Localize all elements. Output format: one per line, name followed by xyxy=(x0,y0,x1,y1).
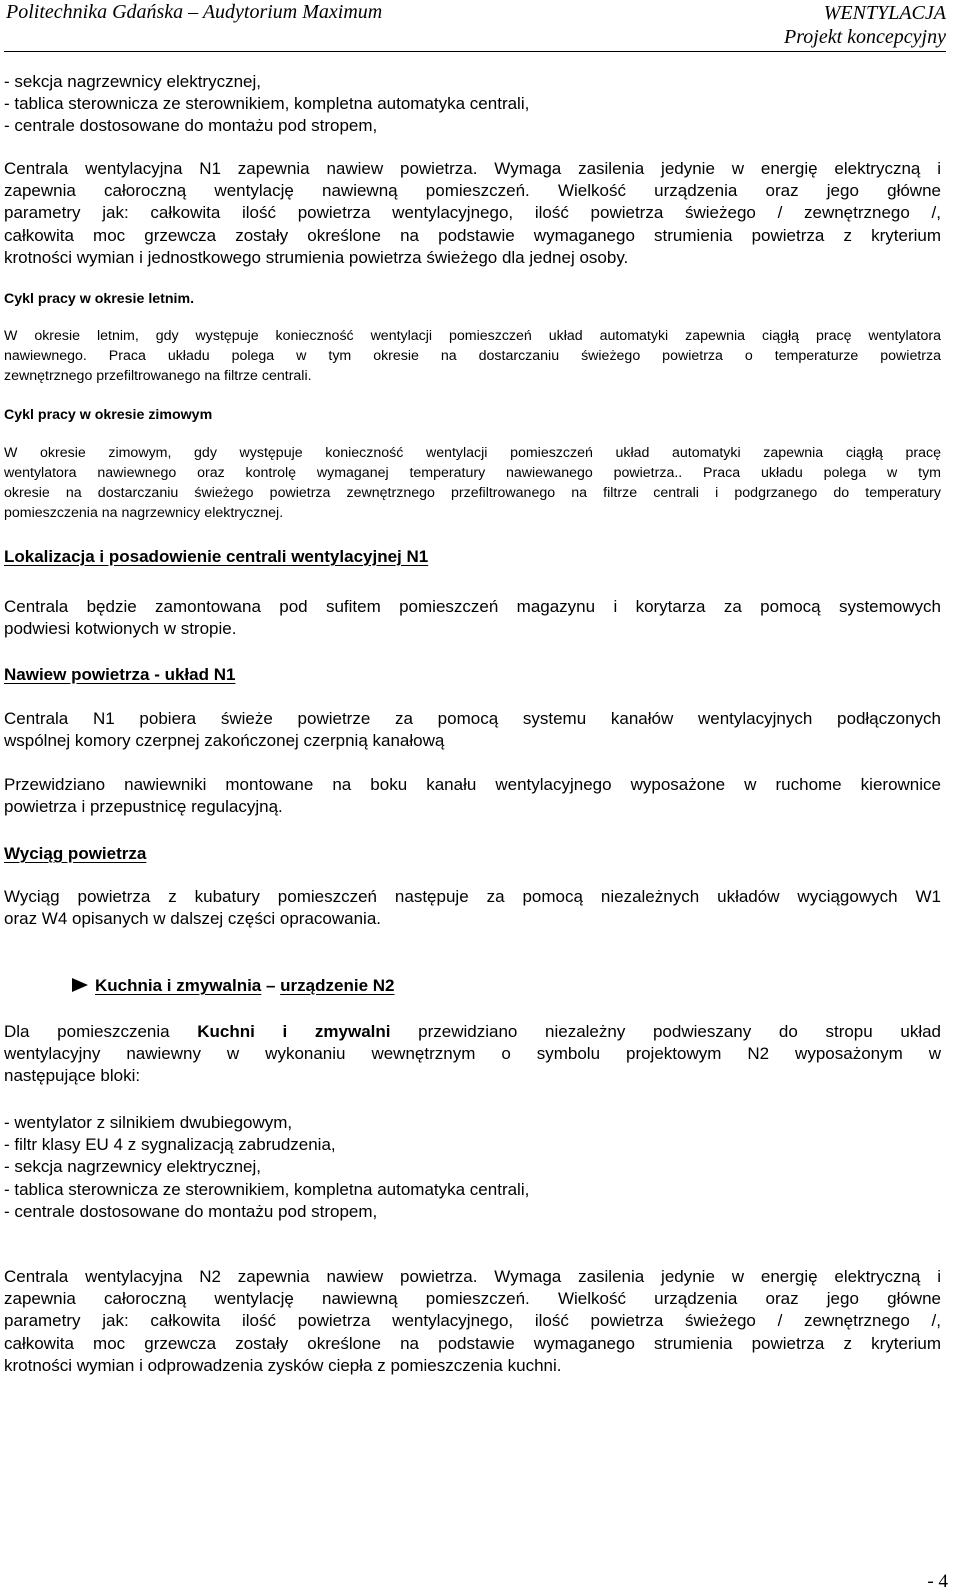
paragraph-line: nawiewnego. Praca układu polega w tym okresie na dostarczaniu świeżego powietrza o temperaturze powietrza xyxy=(4,348,941,364)
paragraph-line: powietrza i przepustnicę regulacyjną. xyxy=(4,797,283,817)
list-item: - centrale dostosowane do montażu pod stropem, xyxy=(4,1201,378,1221)
kitchen-heading-part1: Kuchnia i zmywalnia xyxy=(95,976,262,995)
paragraph-line: wentylatora nawiewnego oraz kontrolę wymaganej temperatury nawiewanego powietrza.. Praca układu polega w tym xyxy=(4,465,941,481)
header-institution: Politechnika Gdańska – Audytorium Maximum xyxy=(6,1,383,23)
paragraph-line: krotności wymian i odprowadzenia zysków ciepła z pomieszczenia kuchni. xyxy=(4,1355,562,1375)
top-equipment-list xyxy=(4,71,941,138)
paragraph-line: następujące bloki: xyxy=(4,1066,141,1086)
paragraph-line xyxy=(4,1021,941,1043)
list-item: - sekcja nagrzewnicy elektrycznej, xyxy=(4,1157,261,1177)
intro-bold-room: Kuchni i zmywalni xyxy=(197,1022,391,1041)
intro-text: przewidziano niezależny podwieszany do stropu układ xyxy=(390,1022,942,1041)
paragraph-line: całkowita moc grzewcza zostały określone na podstawie wymaganego strumienia powietrza z kryterium xyxy=(4,225,941,245)
paragraph-line: wentylacyjny nawiewny w wykonaniu wewnętrznym o symbolu projektowym N2 wyposażonym w xyxy=(4,1044,941,1064)
paragraph-line: Centrala będzie zamontowana pod sufitem pomieszczeń magazynu i korytarza za pomocą systemowych xyxy=(4,597,941,616)
kitchen-equipment-list xyxy=(4,1112,941,1223)
paragraph-line: zapewnia całoroczną wentylację nawiewną pomieszczeń. Wielkość urządzenia oraz jego główne xyxy=(4,181,941,201)
n2-description-paragraph xyxy=(4,1266,941,1377)
paragraph-line: W okresie zimowym, gdy występuje konieczność wentylacji pomieszczeń układ automatyki zapewnia ciągłą pracę xyxy=(4,445,941,461)
summer-cycle-paragraph xyxy=(4,326,941,386)
header-title-block xyxy=(784,1,946,49)
paragraph-line: wspólnej komory czerpnej zakończonej czerpnią kanałową xyxy=(4,731,445,751)
paragraph-line: oraz W4 opisanych w dalszej części opracowania. xyxy=(4,909,382,929)
list-item: - tablica sterownicza ze sterownikiem, kompletna automatyka centrali, xyxy=(4,1179,530,1199)
paragraph-line: Centrala wentylacyjna N2 zapewnia nawiew powietrza. Wymaga zasilenia jedynie w energię elektryczną i xyxy=(4,1267,941,1286)
header-divider xyxy=(4,51,946,52)
list-item: - filtr klasy EU 4 z sygnalizacją zabrudzenia, xyxy=(4,1135,336,1155)
exhaust-paragraph xyxy=(4,886,941,930)
paragraph-line: okresie na dostarczaniu świeżego powietrza zewnętrznego przefiltrowanego na filtrze centrali i podgrzanego do temperatury xyxy=(4,485,941,501)
exhaust-heading: Wyciąg powietrza xyxy=(4,844,147,863)
n1-description-paragraph xyxy=(4,158,941,269)
kitchen-intro-paragraph xyxy=(4,1021,941,1088)
page-number: - 4 xyxy=(927,1571,948,1592)
kitchen-heading-part2: urządzenie N2 xyxy=(280,976,395,995)
paragraph-line: Wyciąg powietrza z kubatury pomieszczeń następuje za pomocą niezależnych układów wyciągowych W1 xyxy=(4,887,941,906)
paragraph-line: parametry jak: całkowita ilość powietrza wentylacyjnego, ilość powietrza świeżego / zewnętrznego /, xyxy=(4,203,941,223)
winter-cycle-paragraph xyxy=(4,443,941,523)
paragraph-line: Przewidziano nawiewniki montowane na boku kanału wentylacyjnego wyposażone w ruchome kierownice xyxy=(4,775,941,794)
list-item: - centrale dostosowane do montażu pod stropem, xyxy=(4,116,378,136)
location-paragraph xyxy=(4,596,941,640)
header-project-type: Projekt koncepcyjny xyxy=(784,26,946,48)
paragraph-line: krotności wymian i jednostkowego strumienia powietrza świeżego dla jednej osoby. xyxy=(4,247,629,267)
summer-cycle-heading: Cykl pracy w okresie letnim. xyxy=(4,291,195,307)
kitchen-heading-separator: – xyxy=(261,976,281,995)
paragraph-line: podwiesi kotwionych w stropie. xyxy=(4,619,237,639)
triangle-bullet-icon xyxy=(72,978,88,992)
kitchen-section-heading xyxy=(72,975,394,997)
paragraph-line: zewnętrznego przefiltrowanego na filtrze centrali. xyxy=(4,368,312,384)
list-item: - sekcja nagrzewnicy elektrycznej, xyxy=(4,72,261,91)
intro-text: Dla pomieszczenia xyxy=(4,1022,198,1041)
list-item: - wentylator z silnikiem dwubiegowym, xyxy=(4,1113,293,1132)
supply-paragraph-2 xyxy=(4,774,941,818)
paragraph-line: Centrala wentylacyjna N1 zapewnia nawiew powietrza. Wymaga zasilenia jedynie w energię elektryczną i xyxy=(4,159,941,178)
paragraph-line: parametry jak: całkowita ilość powietrza wentylacyjnego, ilość powietrza świeżego / zewnętrznego /, xyxy=(4,1311,941,1331)
location-heading: Lokalizacja i posadowienie centrali wentylacyjnej N1 xyxy=(4,547,429,566)
supply-paragraph-1 xyxy=(4,708,941,752)
list-item: - tablica sterownicza ze sterownikiem, kompletna automatyka centrali, xyxy=(4,94,530,114)
paragraph-line: zapewnia całoroczną wentylację nawiewną pomieszczeń. Wielkość urządzenia oraz jego główne xyxy=(4,1289,941,1309)
paragraph-line: całkowita moc grzewcza zostały określone na podstawie wymaganego strumienia powietrza z kryterium xyxy=(4,1333,941,1353)
page-header xyxy=(0,0,960,50)
paragraph-line: Centrala N1 pobiera świeże powietrze za pomocą systemu kanałów wentylacyjnych podłączonych xyxy=(4,709,941,728)
winter-cycle-heading: Cykl pracy w okresie zimowym xyxy=(4,407,213,423)
supply-heading: Nawiew powietrza - układ N1 xyxy=(4,665,236,684)
header-section-title: WENTYLACJA xyxy=(823,2,946,24)
paragraph-line: W okresie letnim, gdy występuje konieczność wentylacji pomieszczeń układ automatyki zapewnia ciągłą pracę wentylatora xyxy=(4,328,941,344)
paragraph-line: pomieszczenia na nagrzewnicy elektrycznej. xyxy=(4,505,284,521)
